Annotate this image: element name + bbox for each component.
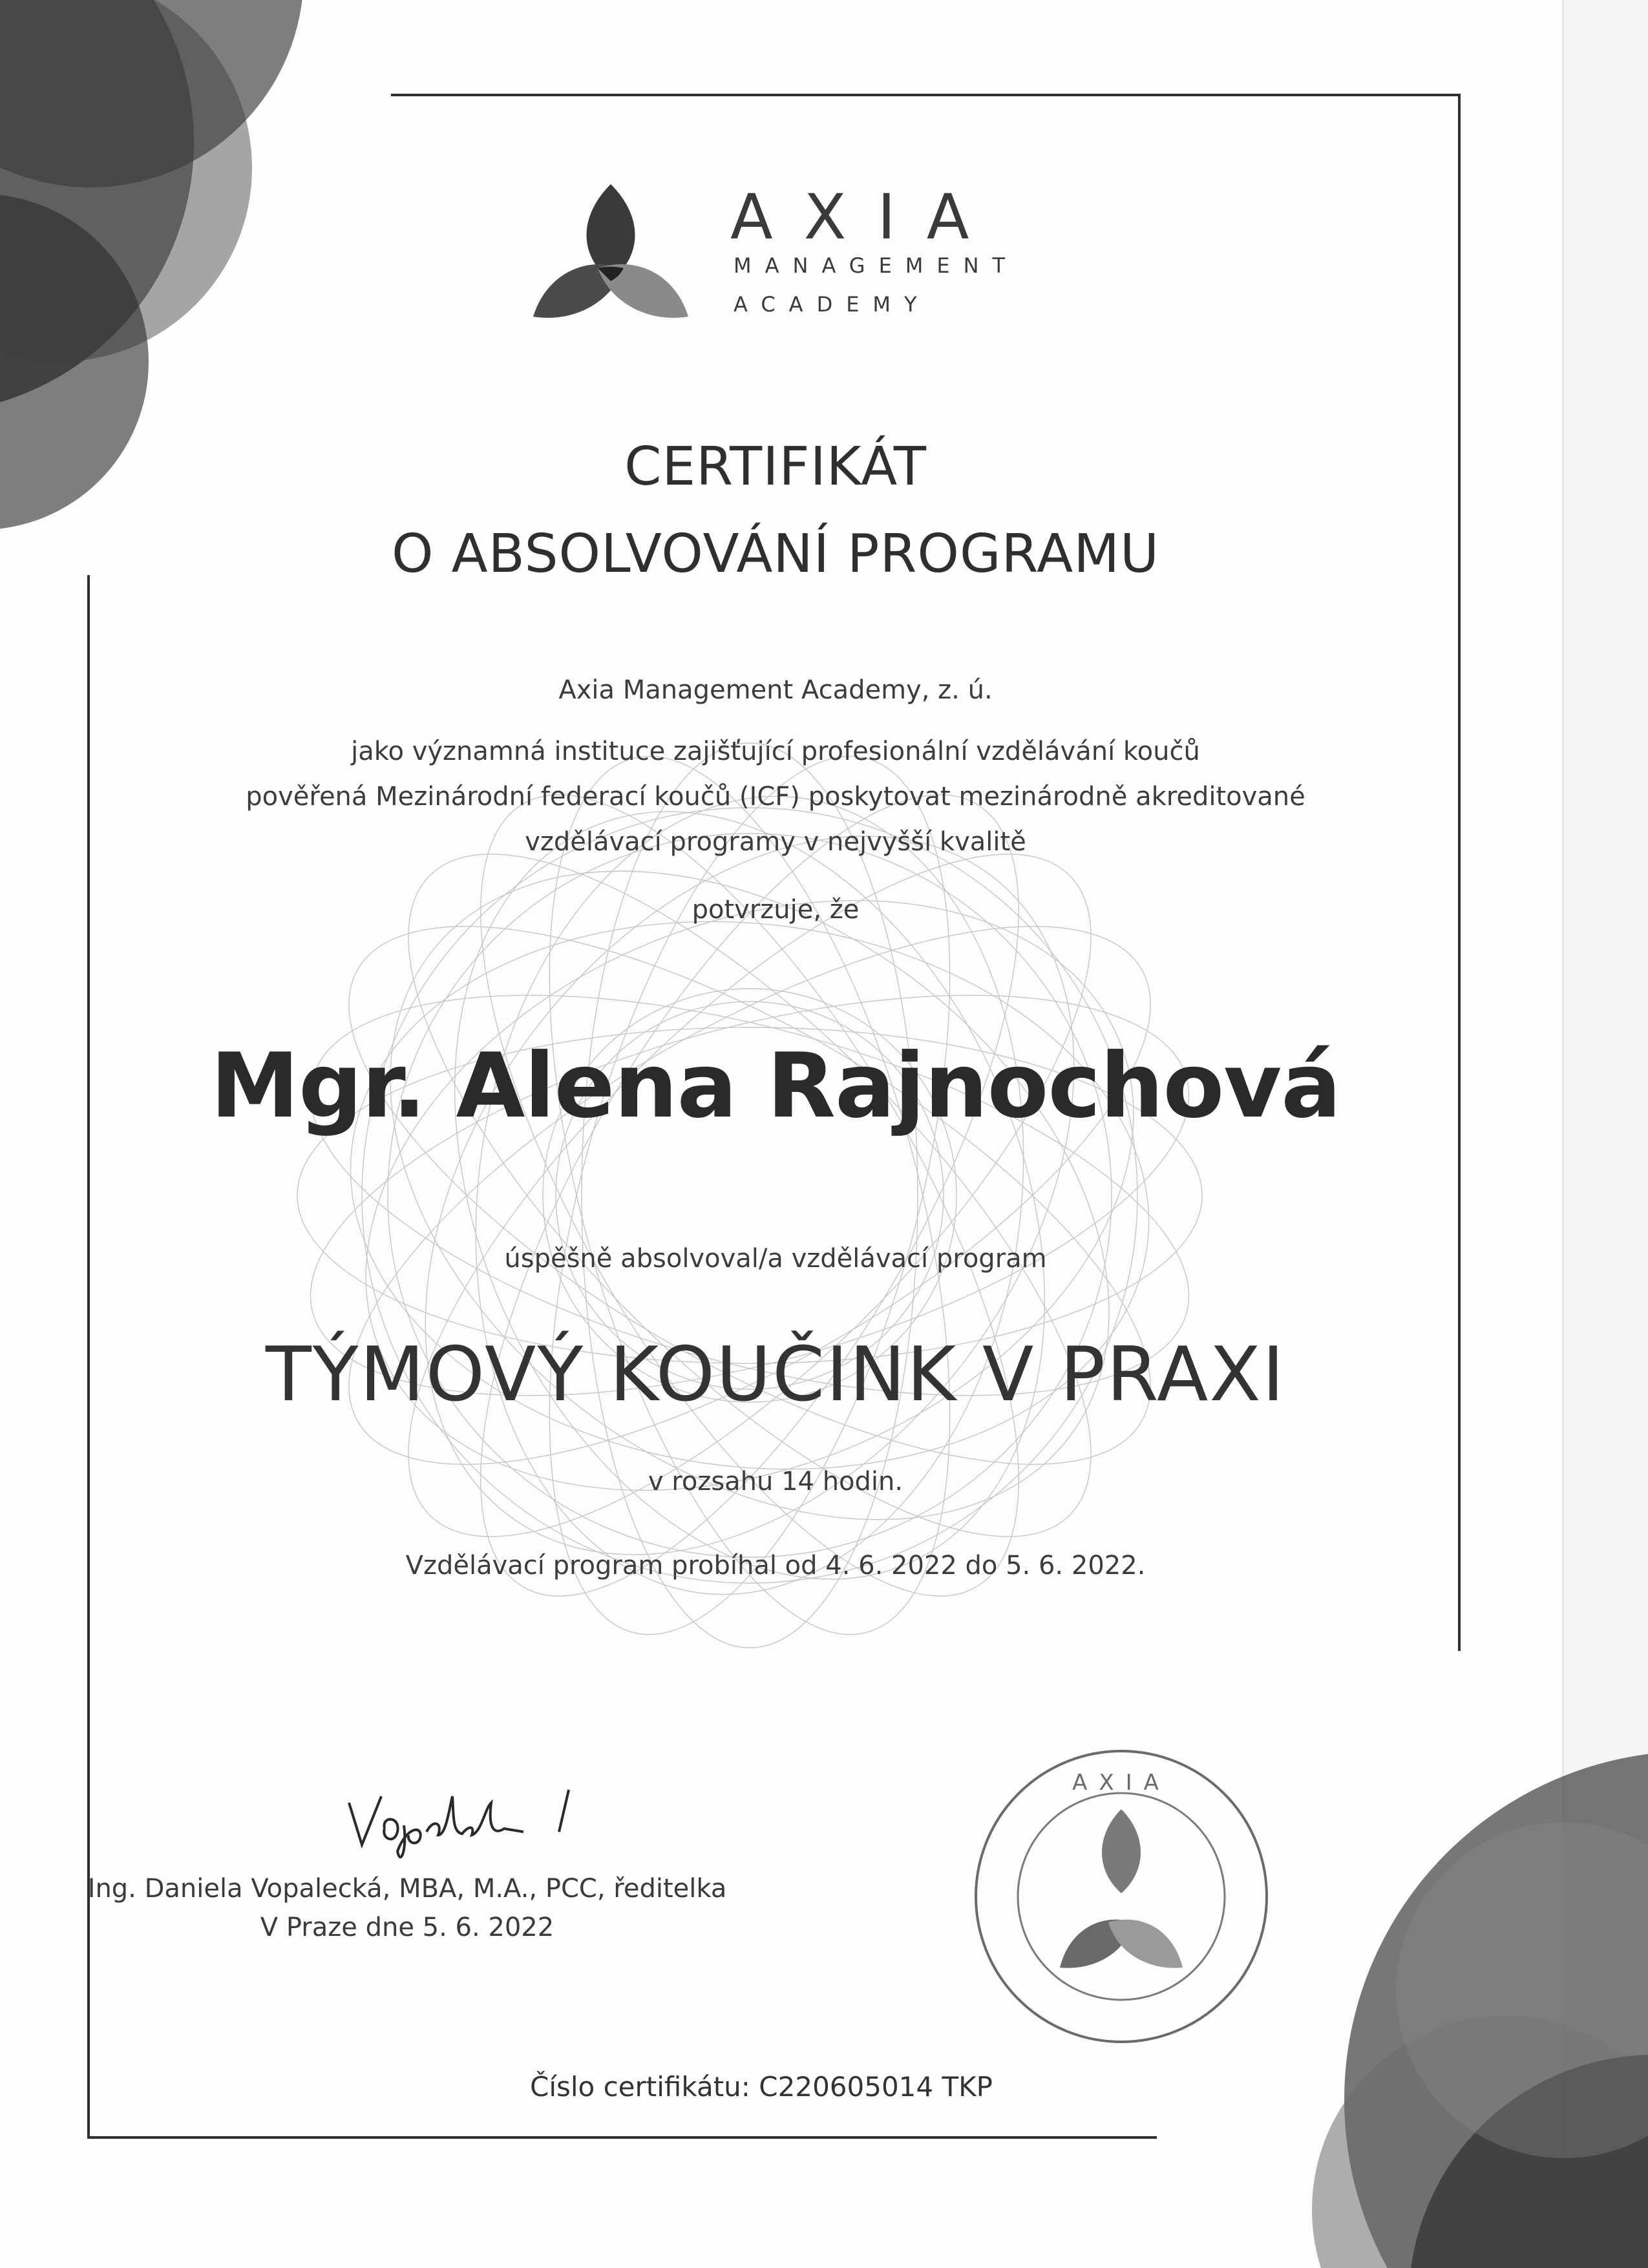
- confirms-text: potvrzuje, že: [692, 895, 860, 925]
- place-date: V Praze dne 5. 6. 2022: [260, 1913, 555, 1942]
- brand-line-1: MANAGEMENT: [734, 253, 1019, 278]
- frame-bottom-line: [87, 2136, 1157, 2139]
- program-hours: v rozsahu 14 hodin.: [648, 1467, 903, 1496]
- certificate-title: CERTIFIKÁT: [624, 436, 927, 498]
- svg-text:AXIA: AXIA: [1072, 1770, 1170, 1796]
- brand-line-2: ACADEMY: [734, 292, 931, 317]
- academy-stamp: [969, 1745, 1273, 2048]
- signer-name: Ing. Daniela Vopalecká, MBA, M.A., PCC, ředitelka: [87, 1874, 727, 1904]
- program-name: TÝMOVÝ KOUČINK V PRAXI: [265, 1331, 1286, 1418]
- description-line-1: jako významná instituce zajišťující profesionální vzdělávání koučů: [351, 737, 1200, 766]
- signature-image: [336, 1770, 607, 1861]
- axia-logo-icon: [533, 184, 688, 320]
- issuer-name: Axia Management Academy, z. ú.: [558, 675, 993, 705]
- completed-text: úspěšně absolvoval/a vzdělávací program: [504, 1244, 1047, 1274]
- program-dates: Vzdělávací program probíhal od 4. 6. 2022 do 5. 6. 2022.: [405, 1551, 1146, 1580]
- certificate-subtitle: O ABSOLVOVÁNÍ PROGRAMU: [391, 523, 1160, 585]
- frame-top-line: [391, 94, 1461, 96]
- description-line-3: vzdělávací programy v nejvyšší kvalitě: [525, 827, 1026, 857]
- brand-name: AXIA: [730, 181, 1000, 253]
- description-line-2: pověřená Mezinárodní federací koučů (ICF) poskytovat mezinárodně akreditované: [246, 782, 1305, 812]
- certificate-number: Číslo certifikátu: C220605014 TKP: [530, 2071, 993, 2103]
- recipient-name: Mgr. Alena Rajnochová: [210, 1034, 1341, 1138]
